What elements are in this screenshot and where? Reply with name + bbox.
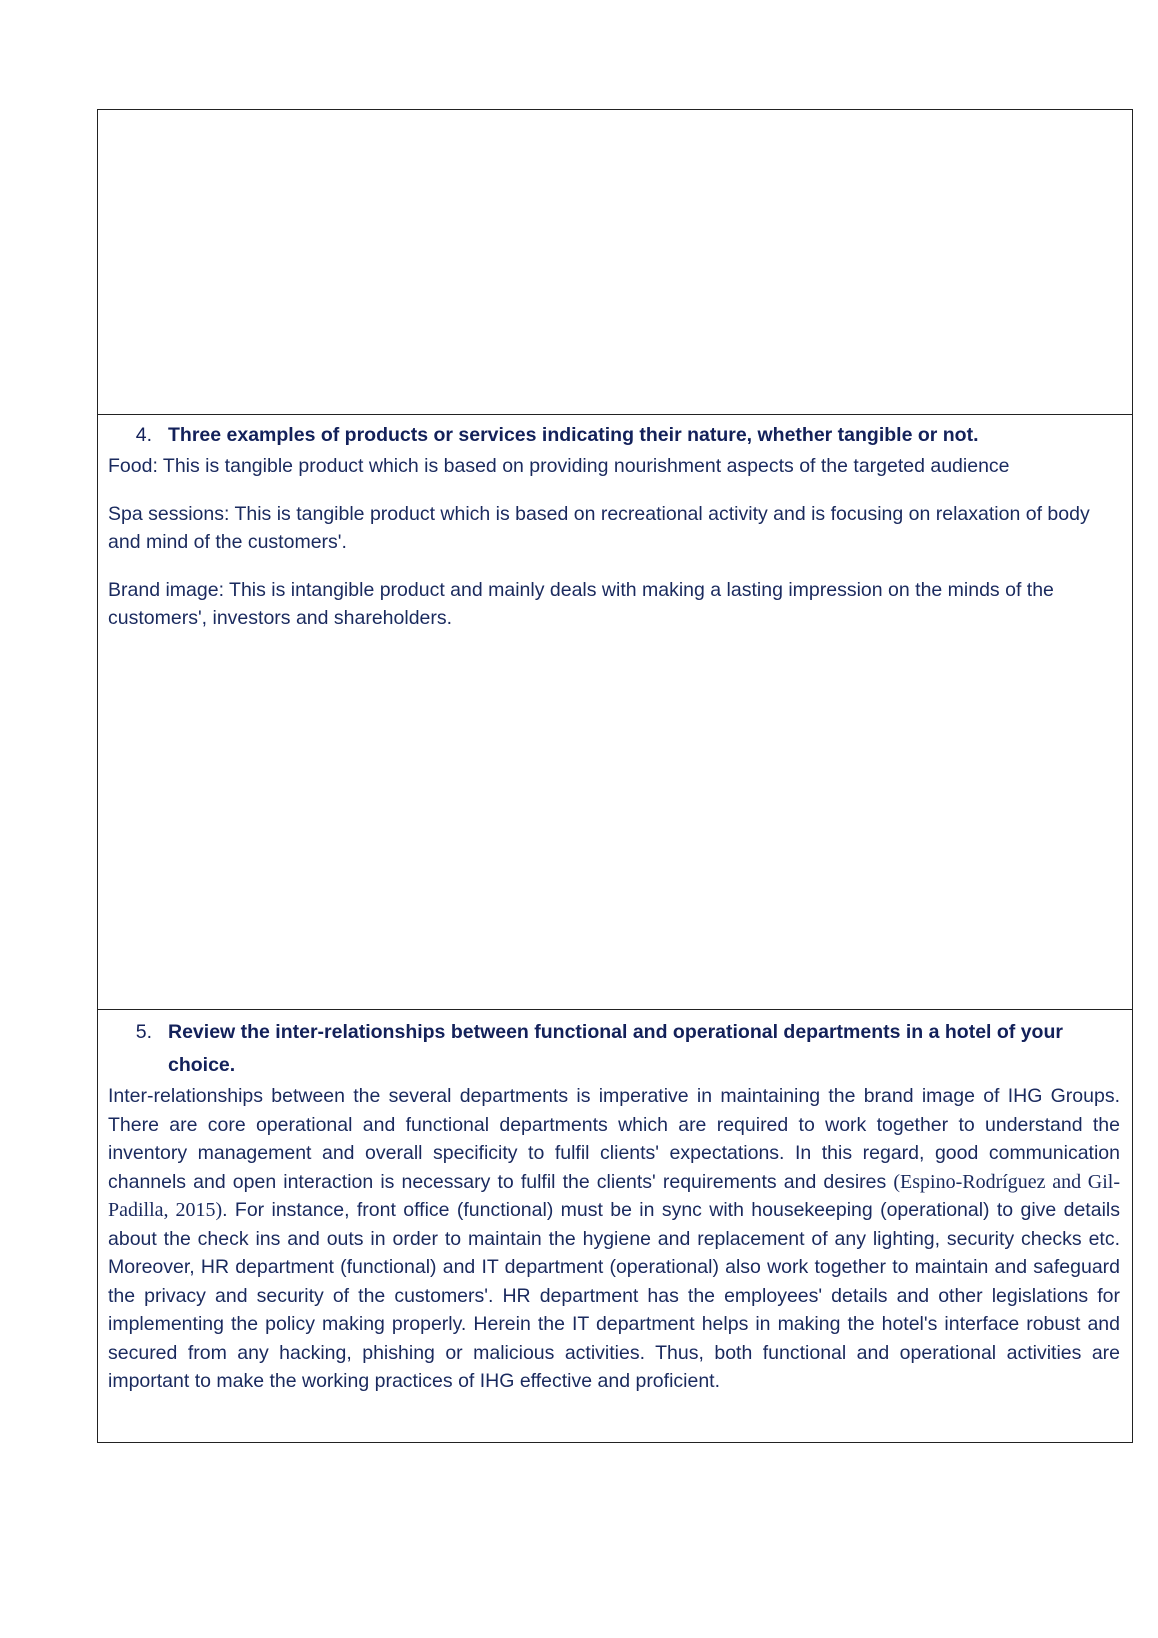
section-4-cell xyxy=(98,415,1132,1010)
section-4-heading-text: Three examples of products or services indicating their nature, whether tangible or not. xyxy=(168,424,979,446)
section-5-cell xyxy=(98,1010,1132,1442)
document-table xyxy=(97,109,1133,1443)
section-5-number: 5. xyxy=(135,1021,152,1043)
section-5-heading-text: Review the inter-relationships between functional and operational departments in a hotel of your choice. xyxy=(168,1021,1063,1076)
section-4-heading xyxy=(108,419,1120,452)
section-5-body-after-citation: . For instance, front office (functional) must be in sync with housekeeping (operational) to give details about the check ins and outs in order to maintain the hygiene and replacement of any lighting, security checks etc. Moreover, HR department (functional) and IT department (operational) also work together to maintain and safeguard the privacy and security of the customers'. HR department has the employees' details and other legislations for implementing the policy making properly. Herein the IT department helps in making the hotel's interface robust and secured from any hacking, phishing or malicious activities. Thus, both functional and operational activities are important to make the working practices of IHG effective and proficient. xyxy=(108,1199,1120,1392)
section-4-paragraph-brand: Brand image: This is intangible product and mainly deals with making a lasting impression on the minds of the customers', investors and shareholders. xyxy=(108,579,1054,629)
section-5-heading xyxy=(108,1016,1120,1082)
section-4-paragraph-spa: Spa sessions: This is tangible product which is based on recreational activity and is focusing on relaxation of body and mind of the customers'. xyxy=(108,503,1090,553)
section-4-paragraph-food: Food: This is tangible product which is based on providing nourishment aspects of the targeted audience xyxy=(108,455,1010,477)
section-4-number: 4. xyxy=(135,424,152,446)
empty-table-cell xyxy=(98,110,1132,415)
section-5-body-before-citation: Inter-relationships between the several departments is imperative in maintaining the brand image of IHG Groups. There are core operational and functional departments which are required to work together to understand the inventory management and overall specificity to fulfil clients' expectations. In this regard, good communication channels and open interaction is necessary to fulfil the clients' requirements and desires xyxy=(108,1085,1120,1193)
section-5-body xyxy=(108,1082,1120,1396)
section-5-citation: (Espino-Rodríguez and Gil-Padilla, 2015) xyxy=(108,1170,1120,1221)
